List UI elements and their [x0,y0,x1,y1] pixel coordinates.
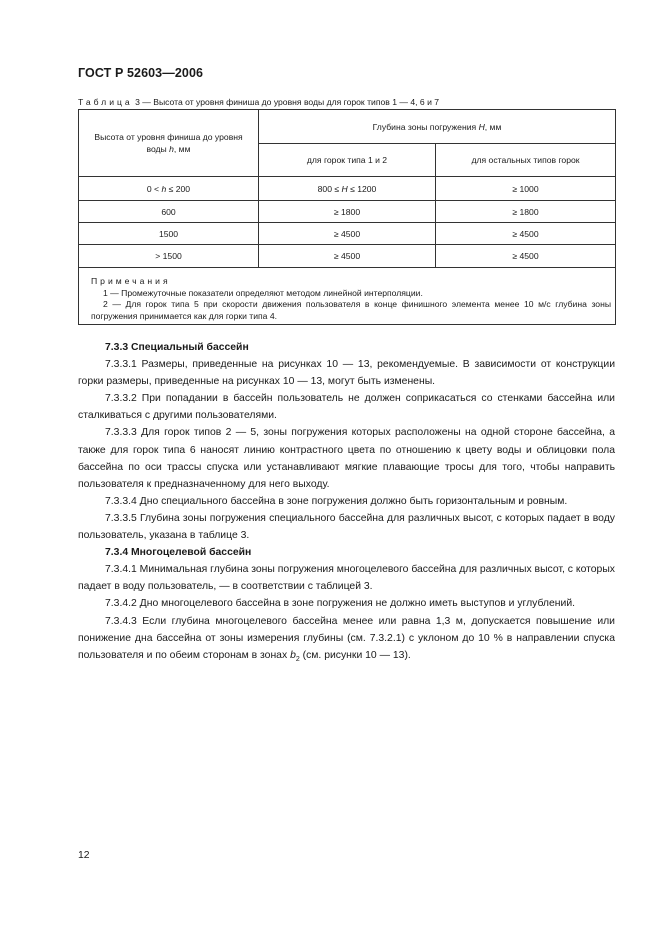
paragraph-7-3-3-2: 7.3.3.2 При попадании в бассейн пользователь не должен соприкасаться со стенками бассейна или сталкиваться с другими пользователями. [78,393,615,422]
note-1: 1 — Промежуточные показатели определяют методом линейной интерполяции. [103,287,423,298]
cell-depth-1-2: ≥ 4500 [259,245,436,268]
cell-height: > 1500 [79,245,259,268]
paragraph-7-3-3-4: 7.3.3.4 Дно специального бассейна в зоне погружения должно быть горизонтальным и ровным. [105,495,568,507]
table-row [79,201,616,223]
table-notes [79,268,616,325]
page-number: 12 [78,850,90,861]
cell-height: 0 < h ≤ 200 [79,177,259,201]
notes-heading: Примечания [91,276,171,286]
cell-depth-other: ≥ 4500 [436,223,616,245]
paragraph-7-3-3-5: 7.3.3.5 Глубина зоны погружения специального бассейна для различных высот, с которых падает в воду пользователь, указана в таблице 3. [78,512,615,542]
depth-table [78,109,616,325]
paragraph-7-3-4-3: 7.3.4.3 Если глубина многоцелевого бассейна менее или равна 1,3 м, допускается повышение или понижение дна бассейна от зоны измерения глубины (см. 7.3.2.1) с уклоном до 10 % в направлении спуска пользователя и по обеим сторонам в зонах $b_2$ (см. рисунки 10 — 13). [78,615,615,663]
cell-height: 1500 [79,223,259,245]
cell-depth-other: ≥ 1800 [436,201,616,223]
subheader-types-1-2: для горок типа 1 и 2 [259,144,436,177]
paragraph-7-3-4-2: 7.3.4.2 Дно многоцелевого бассейна в зоне погружения не должно иметь выступов и углублений. [105,598,576,610]
cell-height: 600 [79,201,259,223]
section-heading-7-3-4: 7.3.4 Многоцелевой бассейн [105,547,252,559]
section-heading-7-3-3: 7.3.3 Специальный бассейн [105,342,249,353]
paragraph-7-3-3-3: 7.3.3.3 Для горок типов 2 — 5, зоны погружения которых расположены на одной стороне бассейна, а также для горок типа 6 наносят линию контрастного цвета по отношению к цвету воды и облицовки пола бассейна по оси трассы спуска или устанавливают мягкие плавающие тросы для того, чтобы направить пользователя к предназначенному для него выходу. [78,427,615,490]
cell-depth-1-2: 800 ≤ H ≤ 1200 [259,177,436,201]
table-caption-text: 3 — Высота от уровня финиша до уровня воды для горок типов 1 — 4, 6 и 7 [135,97,440,107]
table-row [79,177,616,201]
table-row [79,245,616,268]
document-header: ГОСТ Р 52603—2006 [78,66,204,80]
table-caption-prefix: Таблица [78,97,133,107]
body-text [78,339,615,668]
cell-depth-other: ≥ 1000 [436,177,616,201]
subheader-other-types: для остальных типов горок [436,144,616,177]
table-row [79,223,616,245]
note-2: 2 — Для горок типа 5 при скорости движения пользователя в конце финишного элемента менее 10 м/с глубина зоны погружения принимается как для горки типа 4. [91,299,612,321]
paragraph-7-3-3-1: 7.3.3.1 Размеры, приведенные на рисунках 10 — 13, рекомендуемые. В зависимости от конструкции горки размеры, приведенные на рисунках 10 — 13, могут быть изменены. [78,359,615,388]
cell-depth-other: ≥ 4500 [436,245,616,268]
table-caption [78,97,439,107]
cell-depth-1-2: ≥ 1800 [259,201,436,223]
col-header-immersion-depth: Глубина зоны погружения H, мм [259,110,616,144]
cell-depth-1-2: ≥ 4500 [259,223,436,245]
paragraph-7-3-4-1: 7.3.4.1 Минимальная глубина зоны погружения многоцелевого бассейна для различных высот, с которых падает в воду пользователь, — в соответствии с таблицей 3. [78,564,615,593]
col-header-finish-height: Высота от уровня финиша до уровня воды h, мм [79,110,259,177]
